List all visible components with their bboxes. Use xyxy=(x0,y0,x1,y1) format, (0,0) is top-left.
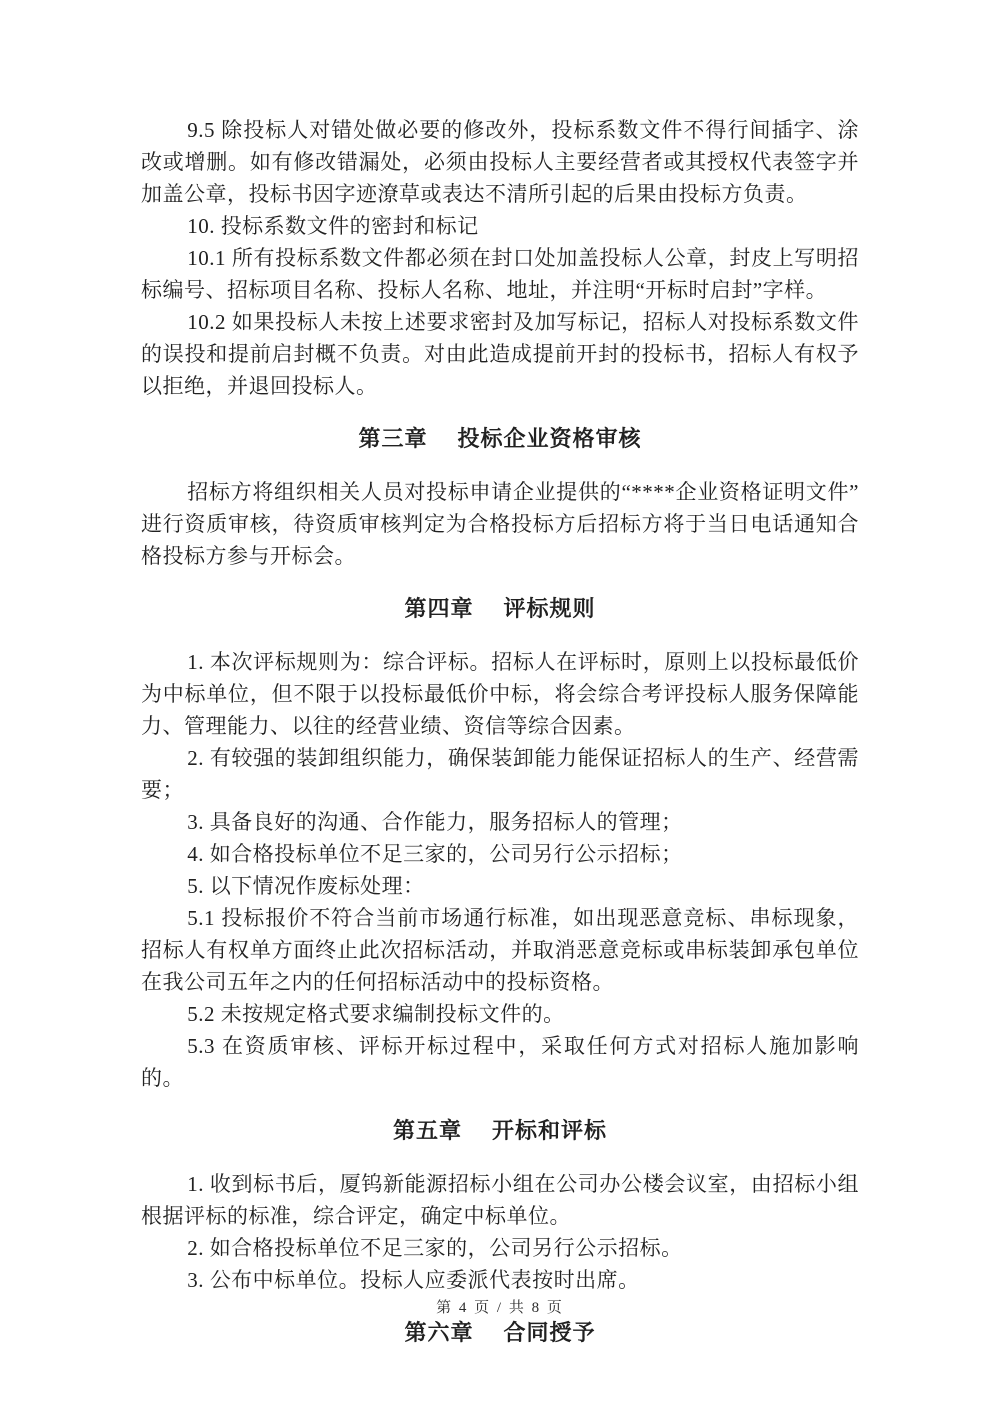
chapter-3-title: 投标企业资格审核 xyxy=(457,426,642,451)
chapter-4-heading xyxy=(141,594,859,624)
chapter-6-title: 合同授予 xyxy=(503,1320,596,1345)
chapter-4-title: 评标规则 xyxy=(503,596,596,621)
paragraph-ch3-intro: 招标方将组织相关人员对投标申请企业提供的“****企业资格证明文件”进行资质审核，待资质审核判定为合格投标方后招标方将于当日电话通知合格投标方参与开标会。 xyxy=(141,480,859,568)
document-content xyxy=(141,114,859,1370)
paragraph-ch4-5-2: 5.2 未按规定格式要求编制投标文件的。 xyxy=(187,1002,565,1026)
chapter-5-number: 第五章 xyxy=(392,1118,462,1143)
chapter-5-title: 开标和评标 xyxy=(492,1118,608,1143)
paragraph-ch5-3: 3. 公布中标单位。投标人应委派代表按时出席。 xyxy=(187,1268,640,1292)
chapter-3-number: 第三章 xyxy=(358,426,428,451)
paragraph-ch4-4: 4. 如合格投标单位不足三家的，公司另行公示招标； xyxy=(187,842,683,866)
chapter-5-heading xyxy=(141,1116,859,1146)
chapter-6-number: 第六章 xyxy=(404,1320,474,1345)
paragraph-ch4-3: 3. 具备良好的沟通、合作能力，服务招标人的管理； xyxy=(187,810,683,834)
paragraph-10-1: 10.1 所有投标系数文件都必须在封口处加盖投标人公章，封皮上写明招标编号、招标项目名称、投标人名称、地址，并注明“开标时启封”字样。 xyxy=(141,246,859,302)
chapter-4-number: 第四章 xyxy=(404,596,474,621)
paragraph-ch4-5: 5. 以下情况作废标处理： xyxy=(187,874,425,898)
paragraph-10-2: 10.2 如果投标人未按上述要求密封及加写标记，招标人对投标系数文件的误投和提前启封概不负责。对由此造成提前开封的投标书，招标人有权予以拒绝，并退回投标人。 xyxy=(141,310,859,398)
paragraph-ch4-1: 1. 本次评标规则为：综合评标。招标人在评标时，原则上以投标最低价为中标单位，但不限于以投标最低价中标，将会综合考评投标人服务保障能力、管理能力、以往的经营业绩、资信等综合因素。 xyxy=(141,650,859,738)
paragraph-ch4-5-3: 5.3 在资质审核、评标开标过程中，采取任何方式对招标人施加影响的。 xyxy=(141,1034,859,1090)
chapter-3-heading xyxy=(141,424,859,454)
page-footer: 第 4 页 / 共 8 页 xyxy=(436,1300,564,1316)
paragraph-ch4-5-1: 5.1 投标报价不符合当前市场通行标准，如出现恶意竞标、串标现象，招标人有权单方面终止此次招标活动，并取消恶意竞标或串标装卸承包单位在我公司五年之内的任何招标活动中的投标资格。 xyxy=(141,906,859,994)
paragraph-ch5-1: 1. 收到标书后，厦钨新能源招标小组在公司办公楼会议室，由招标小组根据评标的标准，综合评定，确定中标单位。 xyxy=(141,1172,859,1228)
paragraph-10: 10. 投标系数文件的密封和标记 xyxy=(187,214,479,238)
paragraph-9-5: 9.5 除投标人对错处做必要的修改外，投标系数文件不得行间插字、涂改或增删。如有修改错漏处，必须由投标人主要经营者或其授权代表签字并加盖公章，投标书因字迹潦草或表达不清所引起的后果由投标方负责。 xyxy=(141,118,859,206)
chapter-6-heading xyxy=(141,1318,859,1348)
paragraph-ch4-2: 2. 有较强的装卸组织能力，确保装卸能力能保证招标人的生产、经营需要； xyxy=(141,746,859,802)
paragraph-ch5-2: 2. 如合格投标单位不足三家的，公司另行公示招标。 xyxy=(187,1236,683,1260)
